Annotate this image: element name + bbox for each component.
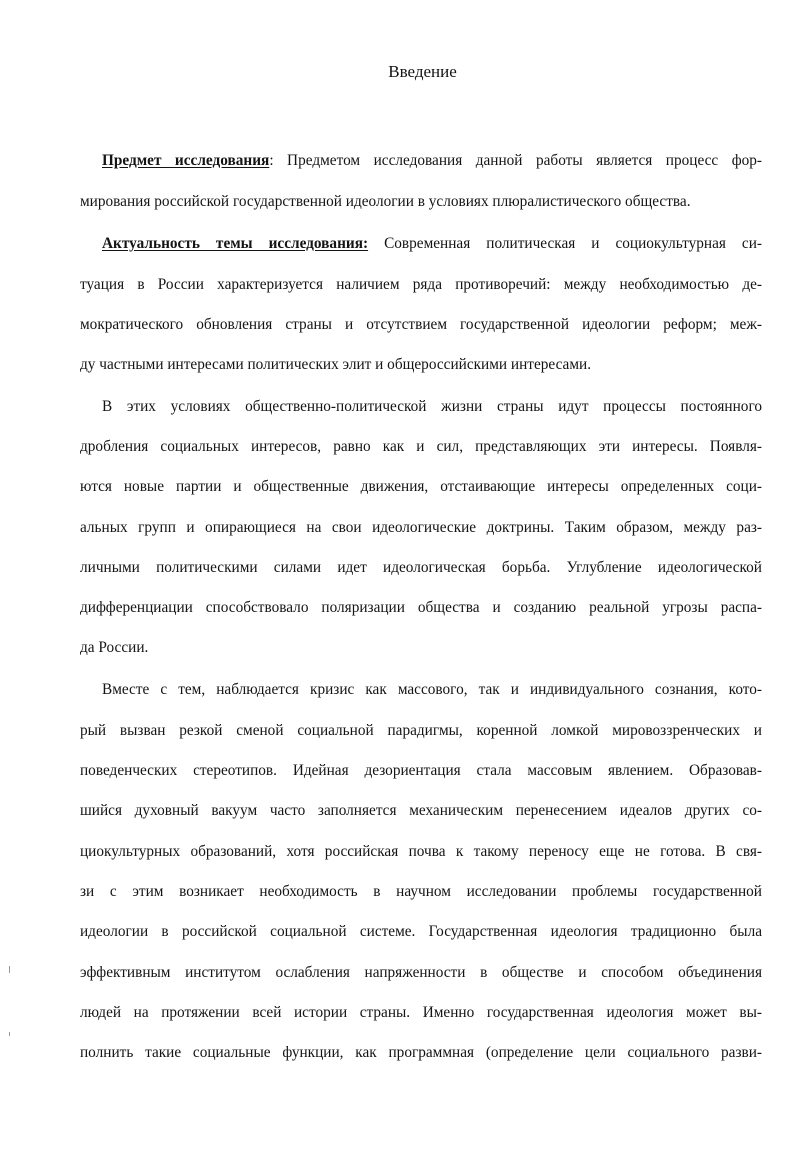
text-line: рый вызван резкой сменой социальной парадигмы, коренной ломкой мировоззренческих и [80,722,762,739]
text-line: дифференциации способствовало поляризации общества и созданию реальной угрозы распа- [80,599,762,616]
scan-speck [9,1032,10,1036]
text-line [102,151,762,171]
text-line: полнить такие социальные функции, как программная (определение цели социального разви- [80,1044,762,1061]
text-segment: : Предметом исследования данной работы является процесс фор- [269,152,762,169]
text-line: шийся духовный вакуум часто заполняется механическим перенесением идеалов других со- [80,802,762,819]
text-line: личными политическими силами идет идеологическая борьба. Углубление идеологической [80,559,762,576]
text-line [102,234,762,254]
text-line: идеологии в российской социальной системе. Государственная идеология традиционно была [80,923,762,940]
text-line: мократического обновления страны и отсутствием государственной идеологии реформ; меж- [80,316,762,333]
scan-speck [9,966,10,973]
text-line: туация в России характеризуется наличием ряда противоречий: между необходимостью де- [80,276,762,293]
text-line: дробления социальных интересов, равно как и сил, представляющих эти интересы. Появля- [80,438,762,455]
text-line: ду частными интересами политических элит и общероссийскими интересами. [80,356,592,373]
text-line: альных групп и опирающиеся на свои идеологические доктрины. Таким образом, между раз- [80,519,762,536]
text-line: эффективным институтом ослабления напряженности в обществе и способом объединения [80,964,762,981]
text-line: зи с этим возникает необходимость в научном исследовании проблемы государственной [80,883,762,900]
text-line: людей на протяжении всей истории страны. Именно государственная идеология может вы- [80,1004,762,1021]
text-segment: Современная политическая и социокультурная си- [368,235,762,252]
term-subject-of-research: Предмет исследования [102,152,270,169]
text-line: ются новые партии и общественные движения, отстаивающие интересы определенных соци- [80,478,762,495]
page-title: Введение [388,62,457,81]
text-line: Вместе с тем, наблюдается кризис как массового, так и индивидуального сознания, кото- [102,681,762,698]
text-line: В этих условиях общественно-политической жизни страны идут процессы постоянного [102,398,762,415]
term-relevance: Актуальность темы исследования: [102,235,369,252]
text-line: циокультурных образований, хотя российская почва к такому переносу еще не готова. В свя- [80,843,762,860]
text-line: поведенческих стереотипов. Идейная дезориентация стала массовым явлением. Образовав- [80,762,762,779]
text-line: мирования российской государственной идеологии в условиях плюралистического общества. [80,193,691,210]
text-line: да России. [80,639,149,656]
